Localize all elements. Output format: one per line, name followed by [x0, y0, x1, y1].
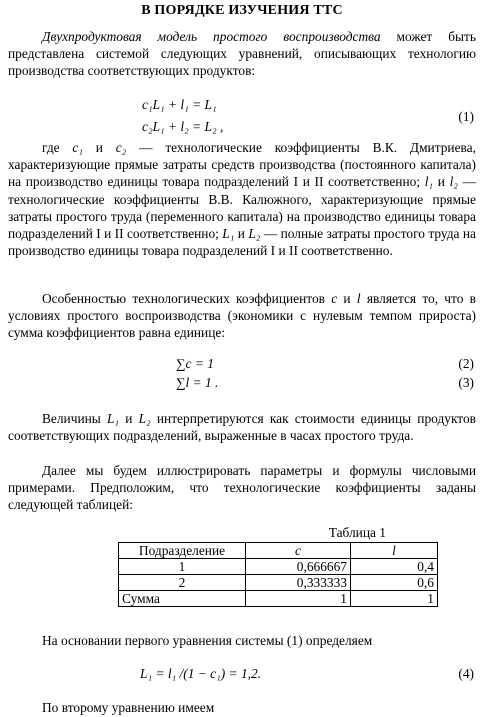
table-cell: 0,666667 — [246, 559, 351, 575]
document-title: В ПОРЯДКЕ ИЗУЧЕНИЯ ТТС — [141, 3, 343, 18]
equation-2: ∑c = 1 (2) — [176, 356, 474, 371]
equation-2-number: (2) — [458, 356, 474, 371]
coefficients-table — [118, 542, 438, 607]
table-row — [119, 559, 438, 575]
equation-1-line-2: c₂L₁ + l₂ = L₂ , — [142, 119, 224, 134]
paragraph-model-intro: Двухпродуктовая модель простого воспроизводства может быть представлена системой следующих уравнений, описывающих технологию производства соответствующих продуктов: — [8, 29, 477, 79]
table-caption: Таблица 1 — [328, 525, 386, 540]
table-row — [119, 591, 438, 607]
table-cell: 1 — [119, 559, 246, 575]
table-cell: 0,333333 — [246, 575, 351, 591]
model-name-italic: Двухпродуктовая модель простого воспроизводства — [42, 29, 381, 44]
paragraph-values-interpretation: Величины L₁ и L₂ интерпретируются как стоимости единицы продуктов соответствующих подразделений, выраженные в часах простого труда. — [8, 411, 476, 444]
table-cell: Сумма — [119, 591, 246, 607]
paragraph-second-equation: По второму уравнению имеем — [42, 700, 215, 715]
table-cell: 2 — [119, 575, 246, 591]
paragraph-coefficients: где c₁ и c₂ — технологические коэффициенты В.К. Дмитриева, характеризующие прямые затраты средств производства (постоянного капитала) на производство единицы товара подразделений I и II соответственно; l₁ и l₂ — технологические коэффициенты В.В. Калюжного, характеризующие прямые затраты простого труда (переменного капитала) на производство единицы товара подразделений I и II соответственно; L₁ и L₂ — полные затраты простого труда на производство единицы товара подразделений I и II соответственно. — [8, 140, 476, 259]
paragraph-first-equation: На основании первого уравнения системы (1) определяем — [42, 633, 373, 648]
table-header-cell: l — [351, 543, 438, 559]
equation-1-number: (1) — [458, 109, 474, 124]
equation-4: L₁ = l₁ /(1 − c₁) = 1,2. (4) — [140, 666, 474, 681]
table-cell: 0,6 — [351, 575, 438, 591]
table-cell: 0,4 — [351, 559, 438, 575]
table-cell: 1 — [246, 591, 351, 607]
paragraph-numeric-examples: Далее мы будем иллюстрировать параметры и формулы числовыми примерами. Предположим, что технологические коэффициенты заданы следующей таблицей: — [8, 463, 476, 513]
equation-3-number: (3) — [458, 375, 474, 390]
table-header-cell: c — [246, 543, 351, 559]
equation-3: ∑l = 1 . (3) — [176, 375, 474, 390]
table-row — [119, 575, 438, 591]
equation-4-number: (4) — [458, 666, 474, 681]
equation-1-line-1: c₁L₁ + l₁ = L₁ — [142, 97, 217, 112]
table-header-row — [119, 543, 438, 559]
table-cell: 1 — [351, 591, 438, 607]
paragraph-coefficient-sum: Особенностью технологических коэффициентов c и l является то, что в условиях простого воспроизводства (экономики с нулевым темпом прироста) сумма коэффициентов равна единице: — [8, 291, 476, 341]
table-header-cell: Подразделение — [119, 543, 246, 559]
